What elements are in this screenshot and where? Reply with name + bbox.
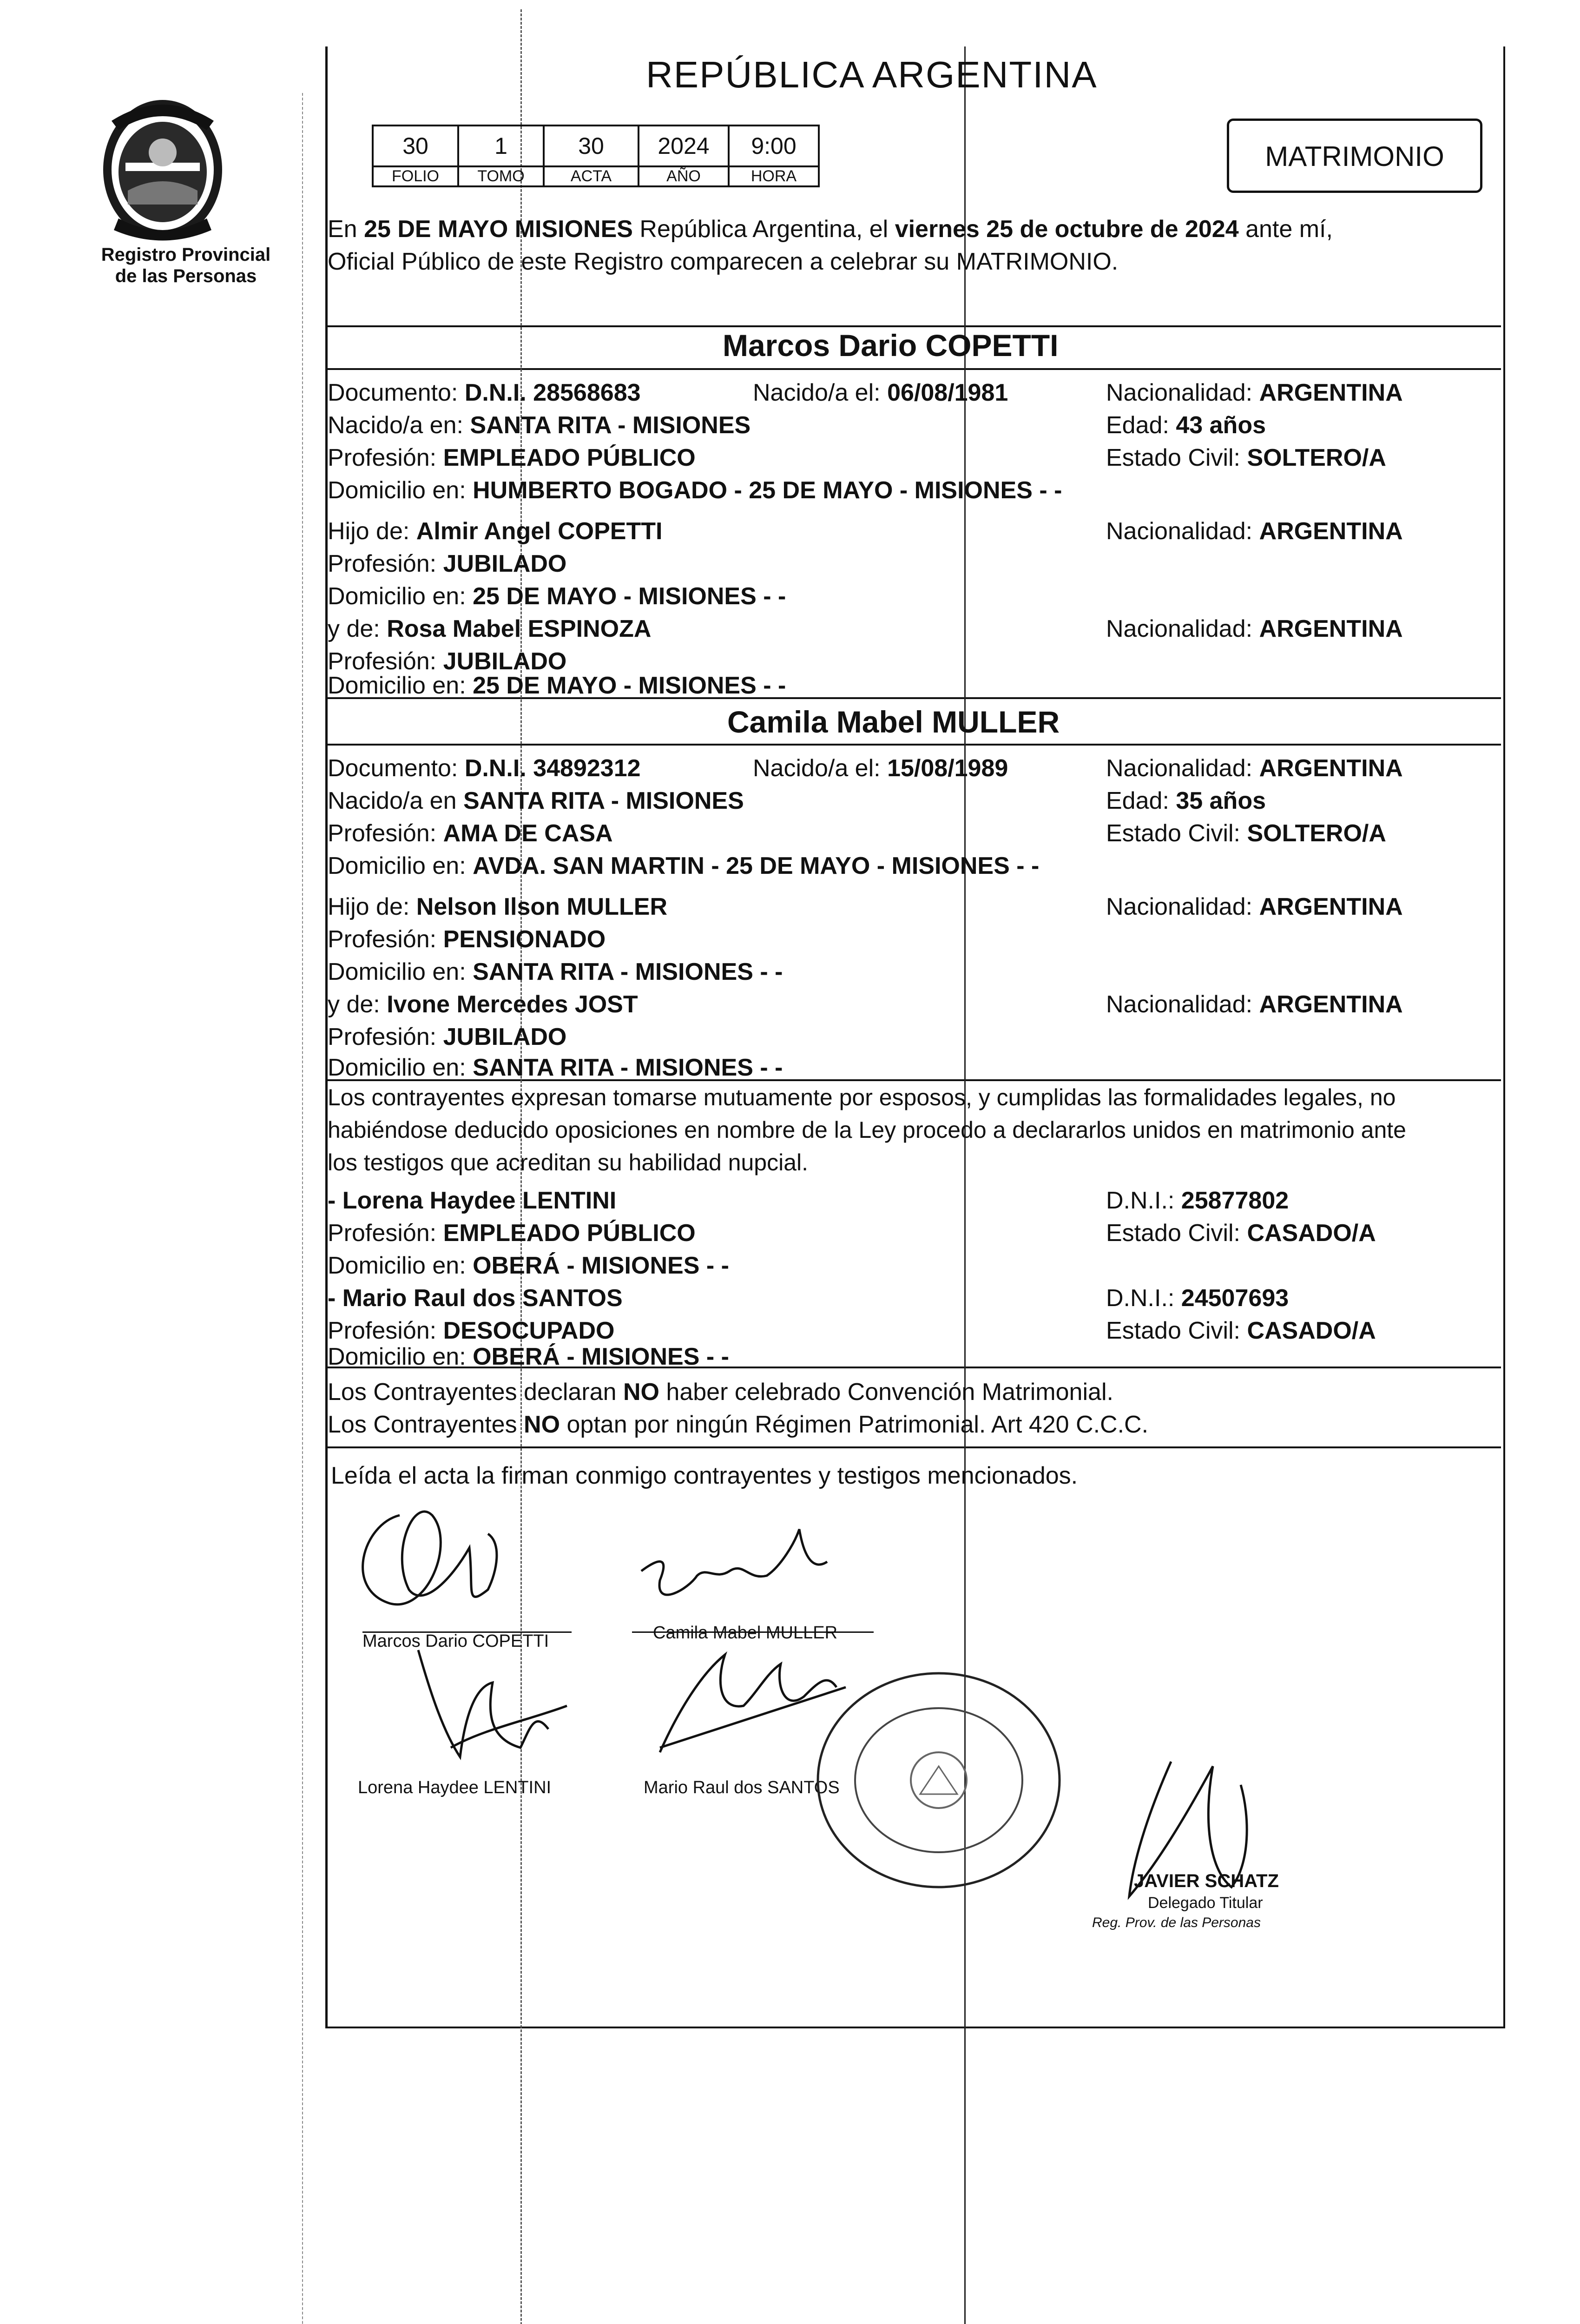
anio-value: 2024 xyxy=(639,125,729,166)
intro-place: 25 DE MAYO MISIONES xyxy=(364,216,633,243)
bride-birth-place xyxy=(328,785,744,817)
label: Profesión: xyxy=(328,1023,437,1050)
value: 25877802 xyxy=(1181,1187,1289,1214)
label: Nacido/a en: xyxy=(328,412,463,439)
bride-signature-scribble xyxy=(641,1529,827,1595)
value: Nelson Ilson MULLER xyxy=(416,893,668,920)
bride-father-address xyxy=(328,956,783,988)
label: Profesión: xyxy=(328,550,437,577)
label: Edad: xyxy=(1106,787,1169,814)
groom-birth-date xyxy=(753,376,1008,409)
label: Nacido/a en xyxy=(328,787,457,814)
label: Nacido/a el: xyxy=(753,755,881,782)
text: haber celebrado Convención Matrimonial. xyxy=(666,1379,1113,1406)
value: SANTA RITA - MISIONES xyxy=(470,412,751,439)
witness-2-dni xyxy=(1106,1282,1289,1314)
label: Documento: xyxy=(328,755,458,782)
label: Profesión: xyxy=(328,1317,437,1344)
groom-father-nationality xyxy=(1106,515,1403,548)
hora-label: HORA xyxy=(729,166,819,186)
label: y de: xyxy=(328,991,380,1018)
groom-age xyxy=(1106,409,1266,442)
bride-address xyxy=(328,850,1039,882)
label: Domicilio en: xyxy=(328,852,466,879)
groom-mother xyxy=(328,613,651,645)
value: SANTA RITA - MISIONES xyxy=(463,787,744,814)
province-coat-of-arms-logo xyxy=(93,93,232,242)
witness-2-address xyxy=(328,1340,729,1373)
label: y de: xyxy=(328,615,380,642)
witness1-signature-caption: Lorena Haydee LENTINI xyxy=(358,1778,552,1797)
value: CASADO/A xyxy=(1247,1317,1376,1344)
value: Almir Angel COPETTI xyxy=(416,518,663,545)
bride-signature-caption: Camila Mabel MULLER xyxy=(653,1623,838,1643)
value: CASADO/A xyxy=(1247,1220,1376,1247)
divider xyxy=(325,744,1501,746)
bride-father-nationality xyxy=(1106,891,1403,923)
logo-caption-line2: de las Personas xyxy=(115,266,257,286)
bride-birth-date xyxy=(753,752,1008,785)
value: PENSIONADO xyxy=(443,926,606,953)
value: HUMBERTO BOGADO - 25 DE MAYO - MISIONES - - xyxy=(473,477,1062,504)
value: EMPLEADO PÚBLICO xyxy=(443,1220,696,1247)
value: 25 DE MAYO - MISIONES - - xyxy=(473,672,786,699)
witness-1-dni xyxy=(1106,1184,1289,1217)
label: Domicilio en: xyxy=(328,672,466,699)
value: ARGENTINA xyxy=(1259,518,1403,545)
bride-mother-address xyxy=(328,1051,783,1084)
label: D.N.I.: xyxy=(1106,1187,1175,1214)
text: optan por ningún Régimen Patrimonial. Art 420 C.C.C. xyxy=(566,1411,1149,1438)
label: Nacionalidad: xyxy=(1106,518,1253,545)
label: Domicilio en: xyxy=(328,1343,466,1370)
groom-mother-nationality xyxy=(1106,613,1403,645)
value: 06/08/1981 xyxy=(887,379,1008,406)
value: ARGENTINA xyxy=(1259,991,1403,1018)
witness1-signature-scribble xyxy=(418,1650,567,1757)
logo-caption xyxy=(93,244,279,287)
closing-statement: Leída el acta la firman conmigo contrayentes y testigos mencionados. xyxy=(331,1462,1078,1489)
official-stamp-title: Delegado Titular xyxy=(1148,1894,1263,1912)
value: D.N.I. 28568683 xyxy=(464,379,641,406)
anio-label: AÑO xyxy=(639,166,729,186)
bride-mother xyxy=(328,988,638,1021)
intro-text: ante mí, xyxy=(1245,216,1333,243)
value: JUBILADO xyxy=(443,648,567,675)
value: Rosa Mabel ESPINOZA xyxy=(387,615,652,642)
witness2-signature-caption: Mario Raul dos SANTOS xyxy=(644,1778,840,1797)
label: Domicilio en: xyxy=(328,583,466,610)
text: Los Contrayentes xyxy=(328,1411,517,1438)
label: Profesión: xyxy=(328,926,437,953)
value: 35 años xyxy=(1176,787,1266,814)
label: Nacionalidad: xyxy=(1106,755,1253,782)
label: Domicilio en: xyxy=(328,477,466,504)
divider xyxy=(325,368,1501,370)
label: Domicilio en: xyxy=(328,1054,466,1081)
official-round-seal xyxy=(804,1655,1083,1896)
text: Los Contrayentes declaran xyxy=(328,1379,617,1406)
label: Estado Civil: xyxy=(1106,1317,1240,1344)
groom-nationality xyxy=(1106,376,1403,409)
label: Nacido/a el: xyxy=(753,379,881,406)
record-type-label: MATRIMONIO xyxy=(1265,141,1444,172)
groom-birth-place xyxy=(328,409,750,442)
value: AVDA. SAN MARTIN - 25 DE MAYO - MISIONES - - xyxy=(473,852,1040,879)
value: ARGENTINA xyxy=(1259,615,1403,642)
intro-text: República Argentina, el xyxy=(639,216,889,243)
label: Nacionalidad: xyxy=(1106,991,1253,1018)
declaration-line-1: Los contrayentes expresan tomarse mutuamente por esposos, y cumplidas las formalidades legales, no xyxy=(328,1084,1396,1110)
hora-value: 9:00 xyxy=(729,125,819,166)
value: D.N.I. 34892312 xyxy=(464,755,641,782)
label: Nacionalidad: xyxy=(1106,893,1253,920)
tomo-value: 1 xyxy=(458,125,544,166)
value: 15/08/1989 xyxy=(887,755,1008,782)
divider xyxy=(325,1446,1501,1448)
bride-civil-status xyxy=(1106,817,1386,850)
label: Profesión: xyxy=(328,648,437,675)
value: Ivone Mercedes JOST xyxy=(387,991,638,1018)
text: NO xyxy=(524,1411,560,1438)
groom-profession xyxy=(328,442,696,474)
witness-1-address xyxy=(328,1249,729,1282)
divider xyxy=(325,325,1501,327)
witness-2-civil-status xyxy=(1106,1314,1376,1347)
acta-value: 30 xyxy=(544,125,639,166)
label: Profesión: xyxy=(328,1220,437,1247)
witness-1-profession xyxy=(328,1217,696,1249)
groom-father-profession xyxy=(328,548,566,580)
label: Estado Civil: xyxy=(1106,820,1240,847)
bride-father-profession xyxy=(328,923,606,956)
folio-label: FOLIO xyxy=(373,166,458,186)
label: Profesión: xyxy=(328,444,437,471)
text: NO xyxy=(623,1379,659,1406)
intro-line-1 xyxy=(328,213,1333,245)
official-stamp-name: JAVIER SCHATZ xyxy=(1134,1871,1279,1891)
bride-document xyxy=(328,752,641,785)
value: SANTA RITA - MISIONES - - xyxy=(473,958,783,985)
groom-mother-address xyxy=(328,669,786,702)
value: ARGENTINA xyxy=(1259,755,1403,782)
tomo-label: TOMO xyxy=(458,166,544,186)
logo-caption-line1: Registro Provincial xyxy=(101,244,271,265)
label: Hijo de: xyxy=(328,518,410,545)
official-stamp-office: Reg. Prov. de las Personas xyxy=(1092,1915,1261,1930)
regime-line-2 xyxy=(328,1408,1148,1441)
value: ARGENTINA xyxy=(1259,379,1403,406)
label: Hijo de: xyxy=(328,893,410,920)
groom-name: Marcos Dario COPETTI xyxy=(723,328,1059,363)
value: 43 años xyxy=(1176,412,1266,439)
intro-date: viernes 25 de octubre de 2024 xyxy=(895,216,1239,243)
groom-document xyxy=(328,376,641,409)
bride-mother-profession xyxy=(328,1021,566,1053)
label: Domicilio en: xyxy=(328,1252,466,1279)
bride-mother-nationality xyxy=(1106,988,1403,1021)
label: Estado Civil: xyxy=(1106,1220,1240,1247)
witness-2-name: - Mario Raul dos SANTOS xyxy=(328,1285,623,1312)
groom-father xyxy=(328,515,662,548)
bride-father xyxy=(328,891,667,923)
bride-name: Camila Mabel MULLER xyxy=(727,705,1060,739)
page-title: REPÚBLICA ARGENTINA xyxy=(646,54,1098,95)
value: EMPLEADO PÚBLICO xyxy=(443,444,696,471)
label: Estado Civil: xyxy=(1106,444,1240,471)
groom-address xyxy=(328,474,1062,507)
label: D.N.I.: xyxy=(1106,1285,1175,1312)
declaration-line-2: habiéndose deducido oposiciones en nombre de la Ley procedo a declararlos unidos en matrimonio ante xyxy=(328,1117,1406,1143)
value: DESOCUPADO xyxy=(443,1317,615,1344)
label: Nacionalidad: xyxy=(1106,615,1253,642)
intro-text: En xyxy=(328,216,357,243)
acta-label: ACTA xyxy=(544,166,639,186)
declaration-line-3: los testigos que acreditan su habilidad nupcial. xyxy=(328,1149,809,1175)
value: 24507693 xyxy=(1181,1285,1289,1312)
value: ARGENTINA xyxy=(1259,893,1403,920)
bride-age xyxy=(1106,785,1266,817)
official-signature-drawing xyxy=(1092,1748,1324,1943)
label: Domicilio en: xyxy=(328,958,466,985)
witness-1-civil-status xyxy=(1106,1217,1376,1249)
groom-father-address xyxy=(328,580,786,613)
label: Profesión: xyxy=(328,820,437,847)
value: OBERÁ - MISIONES - - xyxy=(473,1252,729,1279)
groom-signature-caption: Marcos Dario COPETTI xyxy=(362,1631,549,1651)
value: SOLTERO/A xyxy=(1247,820,1386,847)
witness-1-name: - Lorena Haydee LENTINI xyxy=(328,1187,617,1214)
value: 25 DE MAYO - MISIONES - - xyxy=(473,583,786,610)
value: JUBILADO xyxy=(443,1023,567,1050)
value: SOLTERO/A xyxy=(1247,444,1386,471)
label: Documento: xyxy=(328,379,458,406)
bride-nationality xyxy=(1106,752,1403,785)
value: AMA DE CASA xyxy=(443,820,613,847)
intro-line-2: Oficial Público de este Registro comparecen a celebrar su MATRIMONIO. xyxy=(328,248,1119,275)
value: SANTA RITA - MISIONES - - xyxy=(473,1054,783,1081)
label: Nacionalidad: xyxy=(1106,379,1253,406)
folio-value: 30 xyxy=(373,125,458,166)
groom-signature-scribble xyxy=(363,1512,497,1604)
label: Edad: xyxy=(1106,412,1169,439)
value: OBERÁ - MISIONES - - xyxy=(473,1343,729,1370)
bride-profession xyxy=(328,817,613,850)
regime-line-1 xyxy=(328,1376,1113,1408)
value: JUBILADO xyxy=(443,550,567,577)
scan-margin-line xyxy=(302,93,303,2324)
folio-table xyxy=(372,125,820,187)
groom-civil-status xyxy=(1106,442,1386,474)
